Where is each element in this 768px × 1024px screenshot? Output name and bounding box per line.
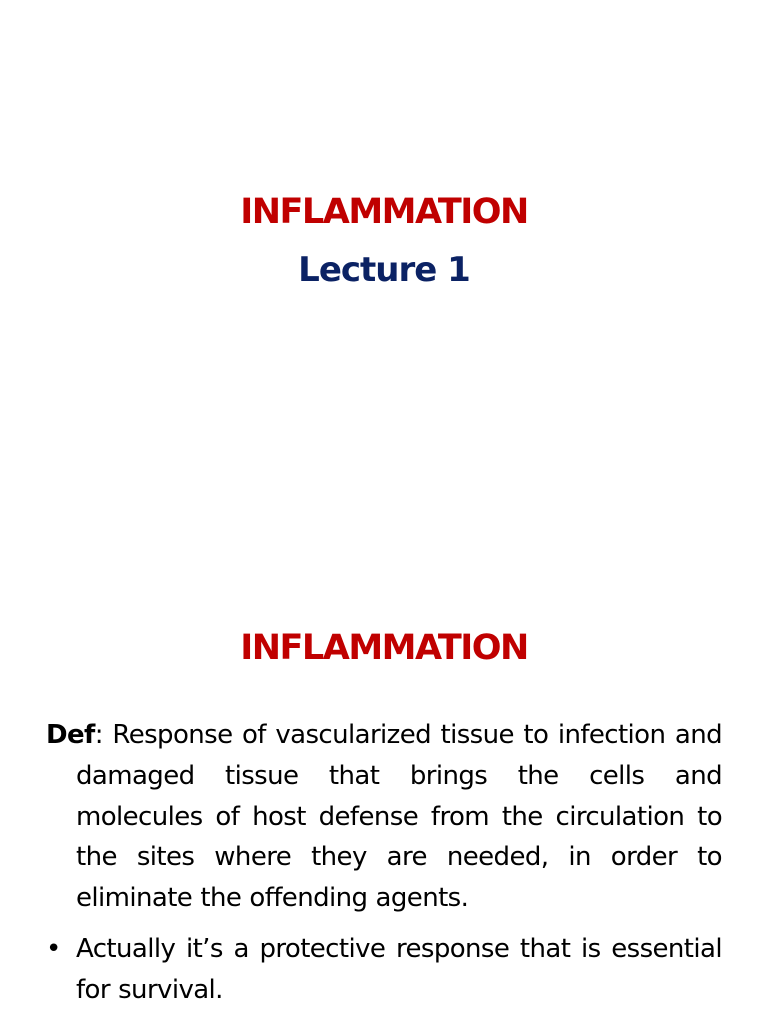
definition-block	[46, 715, 722, 919]
definition-paragraph	[46, 715, 722, 919]
slide-1-subtitle: Lecture 1	[298, 250, 470, 290]
definition-text: Response of vascularized tissue to infection and damaged tissue that brings the cells and molecules of host defense from the circulation to the sites where they are needed, in order to eliminate the offending agents.	[76, 720, 722, 914]
definition-separator: :	[94, 720, 103, 750]
slide-1-title: INFLAMMATION	[240, 192, 528, 232]
bullet-text: Actually it’s a protective response that is essential for survival.	[76, 934, 722, 1005]
bullet-item	[46, 929, 722, 1011]
slide-2	[0, 512, 768, 1024]
bullet-list	[46, 929, 722, 1011]
slide-2-title: INFLAMMATION	[240, 628, 528, 668]
definition-term: Def	[46, 720, 95, 750]
bullet-marker: •	[46, 934, 61, 964]
